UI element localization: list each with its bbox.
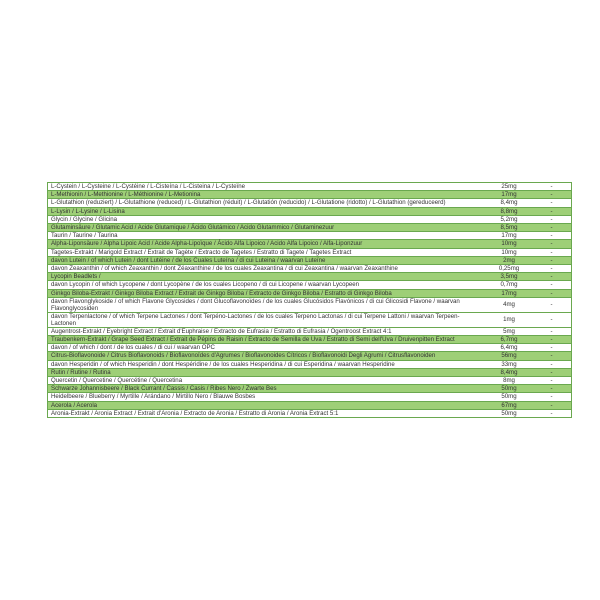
percent-cell: - [532,240,572,248]
amount-cell: 6,4mg [486,344,532,352]
amount-cell: 3,5mg [486,273,532,281]
ingredient-name-cell: Augentrost-Extrakt / Eyebright Extract / Extrait d'Euphraise / Extracto de Eufrasia / Estratto di Eufrasia / Ogentroost Extract 4:1 [48,327,487,335]
percent-cell: - [532,265,572,273]
percent-cell: - [532,327,572,335]
percent-cell: - [532,385,572,393]
amount-cell: 8,5mg [486,224,532,232]
percent-cell: - [532,183,572,191]
percent-cell: - [532,312,572,327]
table-row [48,215,572,223]
percent-cell: - [532,344,572,352]
ingredient-name-cell: Glutaminsäure / Glutamic Acid / Acide Glutamique / Ácido Glutámico / Acido Glutammico / Glutaminezuur [48,224,487,232]
percent-cell: - [532,368,572,376]
ingredient-name-cell: Tagetes-Extrakt / Marigold Extract / Extrait de Tagète / Extracto de Tagetes / Estratto di Tagete / Tagetes Extract [48,248,487,256]
percent-cell: - [532,224,572,232]
percent-cell: - [532,401,572,409]
percent-cell: - [532,232,572,240]
ingredient-name-cell: Traubenkern-Extrakt / Grape Seed Extract / Extrait de Pépins de Raisin / Extracto de Semilla de Uva / Estratto di Semi dell'Uva / Druivenpitten Extract [48,336,487,344]
percent-cell: - [532,377,572,385]
amount-cell: 10mg [486,248,532,256]
ingredients-table [47,182,572,418]
table-row [48,352,572,360]
amount-cell: 17mg [486,289,532,297]
table-row [48,207,572,215]
percent-cell: - [532,199,572,207]
amount-cell: 25mg [486,183,532,191]
amount-cell: 56mg [486,352,532,360]
amount-cell: 50mg [486,385,532,393]
ingredient-name-cell: Aronia-Extrakt / Aronia Extract / Extrait d'Aronia / Extracto de Aronia / Estratto di Aronia / Aronia Extract 5:1 [48,409,487,417]
table-row [48,191,572,199]
table-row [48,199,572,207]
amount-cell: 5,2mg [486,215,532,223]
ingredient-name-cell: davon Flavonglykoside / of which Flavone Glycosides / dont Glucoflavonoïdes / de los cuales Glucósidos Flavónicos / di cui Glicosidi Flavone / waarvan Flavonglycosiden [48,297,487,312]
ingredient-name-cell: Taurin / Taurine / Taurina [48,232,487,240]
amount-cell: 17mg [486,191,532,199]
ingredient-name-cell: davon Lutein / of which Lutein / dont Lutéine / de los Cuales Luteína / di cui Luteina / waarvan Luteïne [48,256,487,264]
table-row [48,248,572,256]
amount-cell: 8,8mg [486,207,532,215]
ingredient-name-cell: L-Lysin / L-Lysine / L-Lisina [48,207,487,215]
amount-cell: 5mg [486,327,532,335]
table-row [48,289,572,297]
percent-cell: - [532,336,572,344]
table-row [48,327,572,335]
amount-cell: 17mg [486,232,532,240]
amount-cell: 0,25mg [486,265,532,273]
amount-cell: 8,4mg [486,199,532,207]
ingredients-table-body [48,183,572,418]
table-row [48,224,572,232]
amount-cell: 4mg [486,297,532,312]
table-row [48,368,572,376]
table-row [48,232,572,240]
percent-cell: - [532,207,572,215]
amount-cell: 2mg [486,256,532,264]
table-row [48,240,572,248]
ingredient-name-cell: davon Zeaxanthin / of which Zeaxanthin / dont Zéaxanthine / de los cuales Zeaxantina / di cui Zeaxantina / waarvan Zeaxanthine [48,265,487,273]
ingredient-name-cell: Ginkgo Biloba-Extrakt / Ginkgo Biloba Extract / Extrait de Ginkgo Biloba / Extracto de Ginkgo Biloba / Estratto di Ginkgo Biloba [48,289,487,297]
table-row [48,256,572,264]
percent-cell: - [532,289,572,297]
table-row [48,312,572,327]
table-row [48,377,572,385]
table-row [48,360,572,368]
ingredient-name-cell: Quercetin / Quercetine / Quercétine / Quercetina [48,377,487,385]
ingredient-name-cell: Citrus-Bioflavonoide / Citrus Bioflavonoids / Bioflavonoïdes d'Agrumes / Bioflavonoides Cítricos / Bioflavonoidi Degli Agrumi / Citrusflavonoiden [48,352,487,360]
percent-cell: - [532,352,572,360]
amount-cell: 50mg [486,409,532,417]
percent-cell: - [532,256,572,264]
table-row [48,393,572,401]
ingredient-name-cell: davon Lycopin / of which Lycopene / dont Lycopène / de los cuales Licopeno / di cui Licopene / waarvan Lycopeen [48,281,487,289]
percent-cell: - [532,281,572,289]
table-row [48,273,572,281]
ingredient-name-cell: davon / of which / dont / de los cuales / di cui / waarvan OPC [48,344,487,352]
table-row [48,297,572,312]
ingredient-name-cell: Schwarze Johannisbeere / Black Currant / Cassis / Casis / Ribes Nero / Zwarte Bes [48,385,487,393]
ingredient-name-cell: Alpha-Liponsäure / Alpha Lipoic Acid / Acide Alpha-Lipoïque / Ácido Alfa Lipoico / Acido Alfa Lipoico / Alfa-Liponzuur [48,240,487,248]
amount-cell: 8,4mg [486,368,532,376]
ingredient-name-cell: L-Methionin / L-Methionine / L-Méthionine / L-Metionina [48,191,487,199]
table-row [48,183,572,191]
percent-cell: - [532,360,572,368]
percent-cell: - [532,297,572,312]
table-row [48,281,572,289]
amount-cell: 1mg [486,312,532,327]
percent-cell: - [532,191,572,199]
table-row [48,409,572,417]
ingredient-name-cell: Lycopin Beadlets / [48,273,487,281]
amount-cell: 8mg [486,377,532,385]
percent-cell: - [532,409,572,417]
ingredient-name-cell: Glycin / Glycine / Glicina [48,215,487,223]
ingredient-name-cell: davon Hesperidin / of which Hesperidin / dont Hespéridine / de los cuales Hesperidina / di cui Esperidina / waarvan Hesperidine [48,360,487,368]
table-row [48,385,572,393]
table-row [48,344,572,352]
ingredient-name-cell: L-Glutathion (reduziert) / L-Glutathione (reduced) / L-Glutathion (réduit) / L-Glutatión (reducido) / L-Glutatione (ridotto) / L-Glutathion (gereduceerd) [48,199,487,207]
ingredient-name-cell: davon Terpenlactone / of which Terpene Lactones / dont Terpéno-Lactones / de los cuales Terpeno Lactonas / di cui Terpene Lattoni / waarvan Terpeen-Lactonen [48,312,487,327]
amount-cell: 10mg [486,240,532,248]
table-row [48,336,572,344]
ingredient-name-cell: Rutin / Rutine / Rutina [48,368,487,376]
ingredient-name-cell: Heidelbeere / Blueberry / Myrtille / Arándano / Mirtillo Nero / Blauwe Bosbes [48,393,487,401]
amount-cell: 33mg [486,360,532,368]
percent-cell: - [532,273,572,281]
percent-cell: - [532,248,572,256]
ingredient-name-cell: Acerola / Acerola [48,401,487,409]
amount-cell: 6,7mg [486,336,532,344]
amount-cell: 0,7mg [486,281,532,289]
percent-cell: - [532,393,572,401]
table-row [48,401,572,409]
amount-cell: 67mg [486,401,532,409]
table-row [48,265,572,273]
amount-cell: 50mg [486,393,532,401]
percent-cell: - [532,215,572,223]
ingredient-name-cell: L-Cystein / L-Cysteine / L-Cystéine / L-Cisteína / L-Cisteina / L-Cysteïne [48,183,487,191]
